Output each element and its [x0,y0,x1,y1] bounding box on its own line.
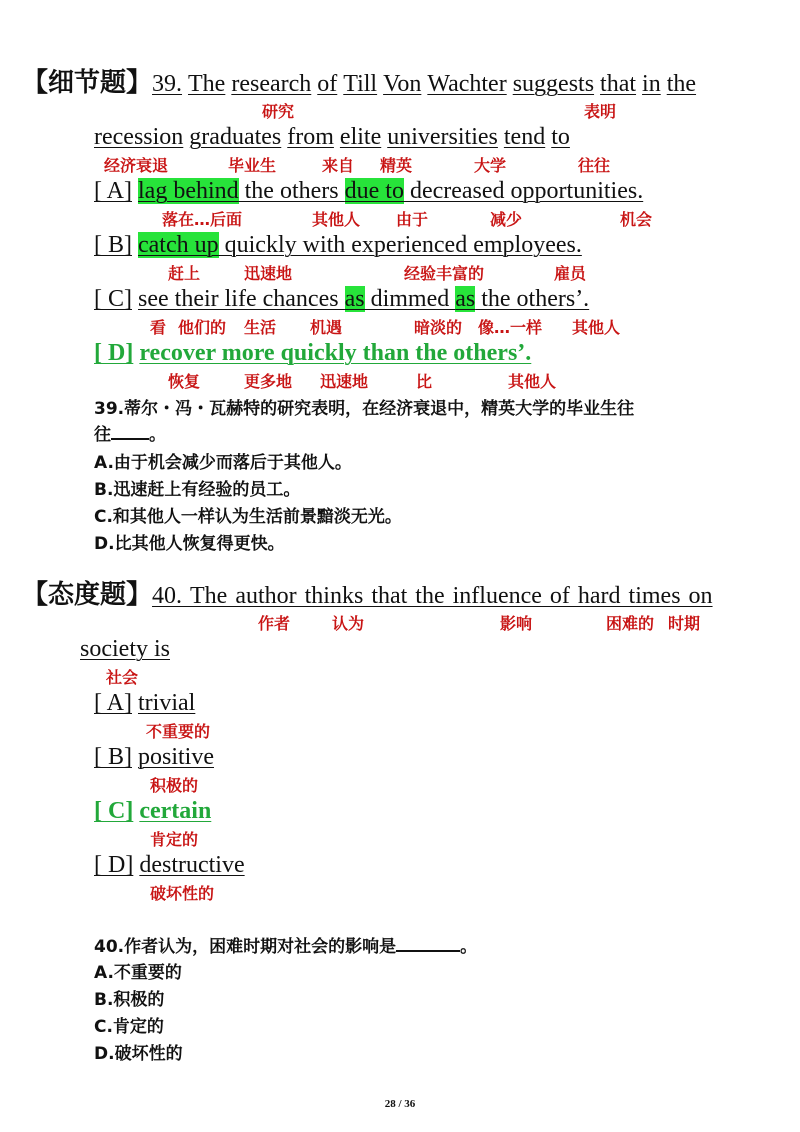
gloss: 影响 [500,614,533,633]
translation-text: 。 [149,425,166,445]
q39-option-d-correct[interactable] [94,338,531,368]
gloss: 落在…后面 [162,210,243,229]
translation-text: 40.作者认为，困难时期对社会的影响是 [94,937,397,957]
gloss: 暗淡的 [414,318,463,337]
option-label: [ B] [94,232,132,258]
word: of [317,71,338,97]
option-label: [ B] [94,744,132,770]
gloss: 生活 [244,318,277,337]
q40-stem-text: 40. The author thinks that the influence of hard times on [152,583,713,609]
q40-translation-d: D.破坏性的 [94,1044,183,1064]
gloss: 肯定的 [150,830,199,849]
word: universities [387,124,498,150]
word: suggests [512,71,595,97]
word: Von [383,71,422,97]
option-a-text: lag behind the others due to decreased opportunities. [138,178,644,204]
q40-translation-a: A.不重要的 [94,963,182,983]
q40-stem-line1 [22,580,713,611]
gloss: 迅速地 [244,264,293,283]
translation-text: 。 [460,937,478,957]
word: graduates [189,124,282,150]
gloss: 其他人 [312,210,361,229]
option-label: [ C] [94,286,132,312]
gloss: 研究 [262,102,295,121]
q39-translation-c: C.和其他人一样认为生活前景黯淡无光。 [94,507,402,527]
gloss: 迅速地 [320,372,369,391]
gloss: 表明 [584,102,617,121]
gloss: 赶上 [168,264,201,283]
q39-translation-stem: 39.蒂尔・冯・瓦赫特的研究表明，在经济衰退中，精英大学的毕业生往 [94,399,635,419]
gloss: 社会 [106,668,139,687]
gloss: 机遇 [310,318,343,337]
word: research [231,71,312,97]
q40-option-b[interactable] [94,742,214,772]
q39-option-a[interactable] [94,176,643,206]
q39-stem-line1 [22,68,696,99]
page-number: 28 / 36 [384,1098,416,1110]
option-b-text: catch up quickly with experienced employees. [138,232,582,258]
gloss: 时期 [668,614,701,633]
gloss: 往往 [578,156,611,175]
word: elite [339,124,382,150]
word: Till [343,71,378,97]
gloss: 其他人 [572,318,621,337]
option-c-text: certain [139,798,212,824]
gloss: 看 [150,318,167,337]
option-label: [ A] [94,690,132,716]
option-label: [ A] [94,178,132,204]
option-a-text: trivial [138,690,196,716]
q40-stem-line2 [80,634,170,664]
gloss: 不重要的 [146,722,211,741]
gloss: 他们的 [178,318,227,337]
word: The [188,71,226,97]
q40-stem-text: society is [80,636,170,662]
q39-tag: 【细节题】 [22,68,153,98]
option-d-text: destructive [139,852,245,878]
gloss: 困难的 [606,614,655,633]
q39-translation-d: D.比其他人恢复得更快。 [94,534,285,554]
q39-stem-line2 [94,122,570,152]
gloss: 精英 [380,156,413,175]
q40-option-a[interactable] [94,688,195,718]
gloss: 积极的 [150,776,199,795]
word: in [642,71,661,97]
gloss: 比 [416,372,433,391]
word: Wachter [427,71,507,97]
gloss: 更多地 [244,372,293,391]
q40-translation-stem [94,936,477,958]
gloss: 作者 [258,614,291,633]
word: that [600,71,637,97]
q40-translation-c: C.肯定的 [94,1017,164,1037]
q40-option-c-correct[interactable] [94,796,211,826]
q40-translation-b: B.积极的 [94,990,165,1010]
gloss: 减少 [490,210,523,229]
answer-blank [396,950,460,952]
gloss: 认为 [332,614,365,633]
gloss: 机会 [620,210,653,229]
word: from [287,124,334,150]
gloss: 恢复 [168,372,201,391]
option-label: [ C] [94,798,134,824]
option-c-text: see their life chances as dimmed as the others’. [138,286,590,312]
gloss: 雇员 [554,264,587,283]
answer-blank [111,438,149,440]
q39-translation-stem-cont [94,424,166,446]
q39-translation-a: A.由于机会减少而落后于其他人。 [94,453,352,473]
gloss: 来自 [322,156,355,175]
gloss: 由于 [396,210,429,229]
option-label: [ D] [94,340,134,366]
option-d-text: recover more quickly than the others’. [139,340,532,366]
option-label: [ D] [94,852,134,878]
option-b-text: positive [138,744,214,770]
q39-number: 39. [152,71,183,97]
q39-option-b[interactable] [94,230,582,260]
gloss: 毕业生 [228,156,277,175]
gloss: 破坏性的 [150,884,215,903]
gloss: 像…一样 [478,318,543,337]
word: to [551,124,570,150]
word: recession [94,124,184,150]
q40-tag: 【态度题】 [22,580,153,610]
gloss: 经验丰富的 [404,264,485,283]
q39-option-c[interactable] [94,284,589,314]
q39-translation-b: B.迅速赶上有经验的员工。 [94,480,301,500]
gloss: 大学 [474,156,507,175]
gloss: 其他人 [508,372,557,391]
q40-option-d[interactable] [94,850,245,880]
gloss: 经济衰退 [104,156,169,175]
word: tend [503,124,546,150]
word: the [666,71,697,97]
translation-text: 往 [94,425,111,445]
